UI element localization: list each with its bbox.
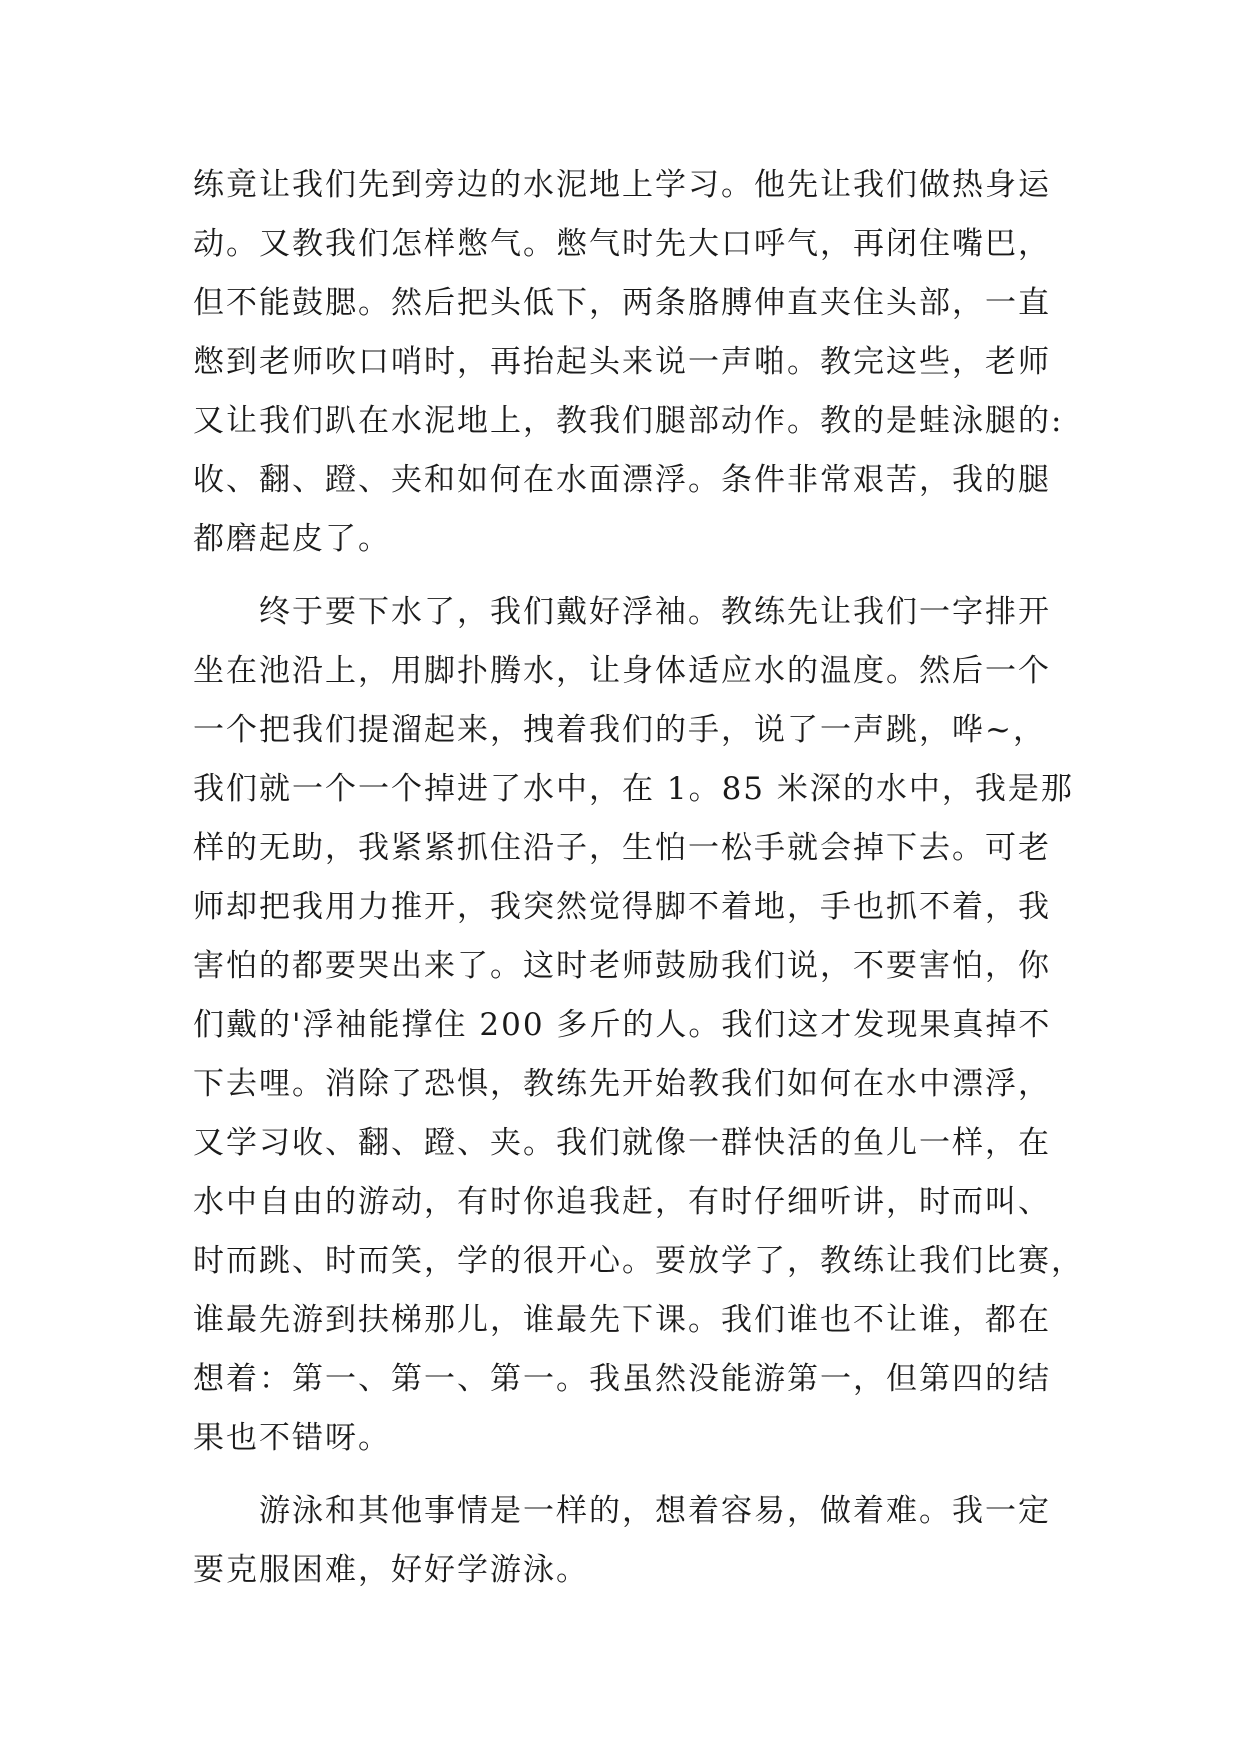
text-line: 害怕的都要哭出来了。这时老师鼓励我们说，不要害怕，你 (193, 948, 1051, 984)
text-line: 谁最先游到扶梯那儿，谁最先下课。我们谁也不让谁，都在 (193, 1302, 1051, 1338)
paragraph (193, 1482, 1053, 1600)
text-line: 样的无助，我紧紧抓住沿子，生怕一松手就会掉下去。可老 (193, 830, 1051, 866)
text-line: 动。又教我们怎样憋气。憋气时先大口呼气，再闭住嘴巴， (193, 226, 1051, 262)
text-line: 收、翻、蹬、夹和如何在水面漂浮。条件非常艰苦，我的腿 (193, 462, 1051, 498)
paragraph-spacer (193, 1468, 1053, 1482)
text-line: 游泳和其他事情是一样的，想着容易，做着难。我一定 (193, 1493, 1051, 1529)
text-line: 时而跳、时而笑，学的很开心。要放学了，教练让我们比赛， (193, 1243, 1084, 1279)
paragraph (193, 583, 1084, 1468)
text-line: 我们就一个一个掉进了水中，在 1。85 米深的水中，我是那 (193, 771, 1074, 807)
text-line: 师却把我用力推开，我突然觉得脚不着地，手也抓不着，我 (193, 889, 1051, 925)
text-line: 练竟让我们先到旁边的水泥地上学习。他先让我们做热身运 (193, 167, 1051, 203)
text-line: 但不能鼓腮。然后把头低下，两条胳膊伸直夹住头部，一直 (193, 285, 1051, 321)
text-line: 终于要下水了，我们戴好浮袖。教练先让我们一字排开 (193, 594, 1051, 630)
text-line: 水中自由的游动，有时你追我赶，有时仔细听讲，时而叫、 (193, 1184, 1051, 1220)
text-line: 要克服困难，好好学游泳。 (193, 1552, 589, 1588)
text-line: 果也不错呀。 (193, 1420, 391, 1456)
text-line: 憋到老师吹口哨时，再抬起头来说一声啪。教完这些，老师 (193, 344, 1051, 380)
text-line: 又让我们趴在水泥地上，教我们腿部动作。教的是蛙泳腿的: (193, 403, 1064, 439)
text-line: 坐在池沿上，用脚扑腾水，让身体适应水的温度。然后一个 (193, 653, 1051, 689)
text-line: 一个把我们提溜起来，拽着我们的手，说了一声跳，哗~， (193, 712, 1046, 748)
body-text (193, 156, 1084, 1600)
text-line: 们戴的'浮袖能撑住 200 多斤的人。我们这才发现果真掉不 (193, 1007, 1052, 1043)
text-line: 都磨起皮了。 (193, 521, 391, 557)
paragraph (193, 156, 1064, 569)
text-line: 下去哩。消除了恐惧，教练先开始教我们如何在水中漂浮， (193, 1066, 1051, 1102)
text-line: 想着：第一、第一、第一。我虽然没能游第一，但第四的结 (193, 1361, 1051, 1397)
text-line: 又学习收、翻、蹬、夹。我们就像一群快活的鱼儿一样，在 (193, 1125, 1051, 1161)
paragraph-spacer (193, 569, 1053, 583)
